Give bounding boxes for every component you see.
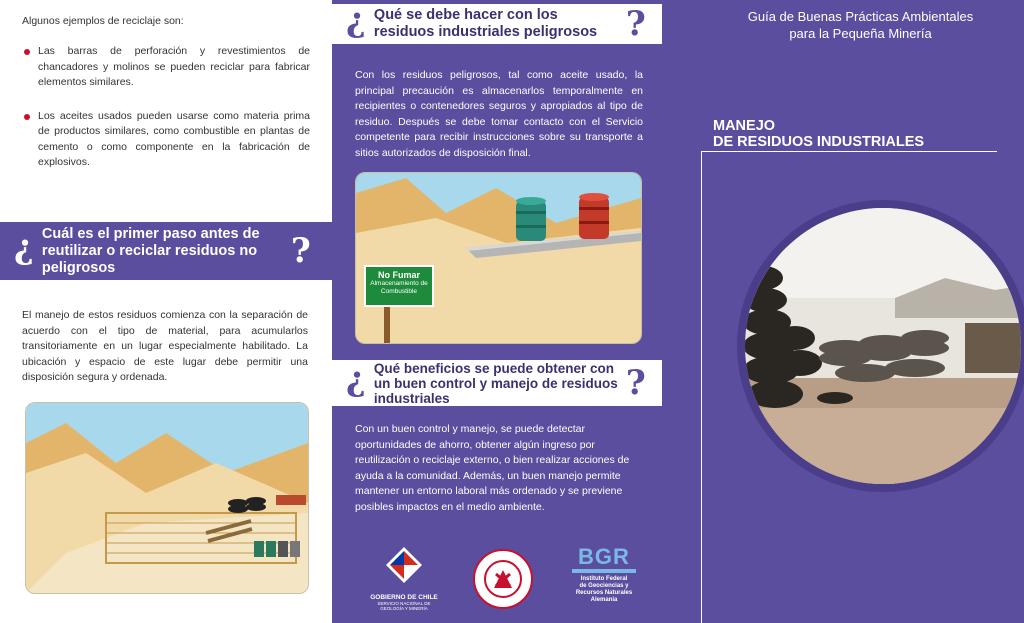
section-title-line: MANEJO [713,118,776,134]
storage-yard-illustration [25,402,309,594]
question-mark-icon: ? [625,363,646,403]
question-title: Qué se debe hacer con los residuos industriales peligrosos [373,7,598,40]
sonami-seal [470,548,536,615]
question-band-hazardous [332,4,662,44]
fuel-storage-illustration [355,172,642,344]
benefits-paragraph: Con un buen control y manejo, se puede detectar oportunidades de ahorro, obtener algún ingreso por reutilización o reciclaje externo, o bien realizar acciones de ayuda a la comunidad. Además, un buen manejo permite mantener un entorno laboral más ordenado y se previene posibles impactos en el medio ambiente. [355,423,630,513]
seal-icon [472,548,534,610]
storage-yard-svg [26,403,308,593]
guide-title-line: para la Pequeña Minería [789,26,932,41]
guide-title [697,8,1024,42]
left-panel [0,0,332,623]
question-title: Cuál es el primer paso antes de reutilizar o reciclar residuos no peligrosos [41,225,260,276]
first-step-paragraph: El manejo de estos residuos comienza con la separación de acuerdo con el tipo de material, para acumularlos transitoriamente en un lugar especialmente habilitado. La ubicación y espacio de este lugar debe permitir una disposición segura y ordenada. [22,309,308,383]
logo-text: SERVICIO NACIONAL DE [377,601,431,606]
question-mark-icon: ? [290,231,311,271]
question-title: Qué beneficios se puede obtener con un buen control y manejo de residuos industriales [373,360,618,406]
bgr-logo [564,545,644,604]
logo-text: Recursos Naturales [575,590,633,596]
gobierno-logo [364,545,444,611]
logo-text: GEOLOGÍA Y MINERÍA [380,606,428,611]
question-mark-icon: ? [346,363,366,403]
question-band-benefits [332,360,662,406]
tire-pile-photo [737,200,1024,492]
logo-text: GOBIERNO DE CHILE [370,594,438,601]
hazardous-paragraph: Con los residuos peligrosos, tal como aceite usado, la principal precaución es almacenarlos temporalmente en recipientes o contenedores seguros y apropiados al tipo de residuo. Después se debe tomar contacto con el Servicio competente para recibir instrucciones sobre su transporte a sitios autorizados de disposición final. [355,69,643,159]
question-mark-icon: ? [625,4,646,44]
divider [701,151,702,623]
section-title-line: DE RESIDUOS INDUSTRIALES [713,134,925,150]
recycling-examples-list [22,44,310,189]
right-panel [697,0,1024,623]
list-item: Los aceites usados pueden usarse como materia prima de productos similares, como combustible en plantas de cemento o como componente en la fabricación de explosivos. [22,109,310,171]
intro-text: Algunos ejemplos de reciclaje son: [22,15,184,27]
question-mark-icon: ? [346,4,366,44]
section-title [713,118,924,150]
chile-flag-icon [382,545,426,589]
guide-title-line: Guía de Buenas Prácticas Ambientales [747,9,974,24]
question-mark-icon: ? [14,231,34,271]
sign-subtitle: Almacenamiento de Combustible [370,280,428,295]
divider [701,151,997,152]
tire-pile-svg [745,208,1021,484]
question-band-first-step [0,222,332,280]
fuel-storage-svg [356,173,641,343]
middle-panel [332,0,697,623]
no-smoking-sign [364,265,434,307]
bgr-icon: BGR [578,544,630,569]
list-item: Las barras de perforación y revestimientos de chancadores y molinos se pueden reciclar para fabricar elementos similares. [22,44,310,91]
logo-text: Instituto Federal [580,576,628,582]
logo-text: Alemania [590,597,618,603]
logo-text: de Geociencias y [579,583,629,589]
sign-title: No Fumar [377,270,420,280]
